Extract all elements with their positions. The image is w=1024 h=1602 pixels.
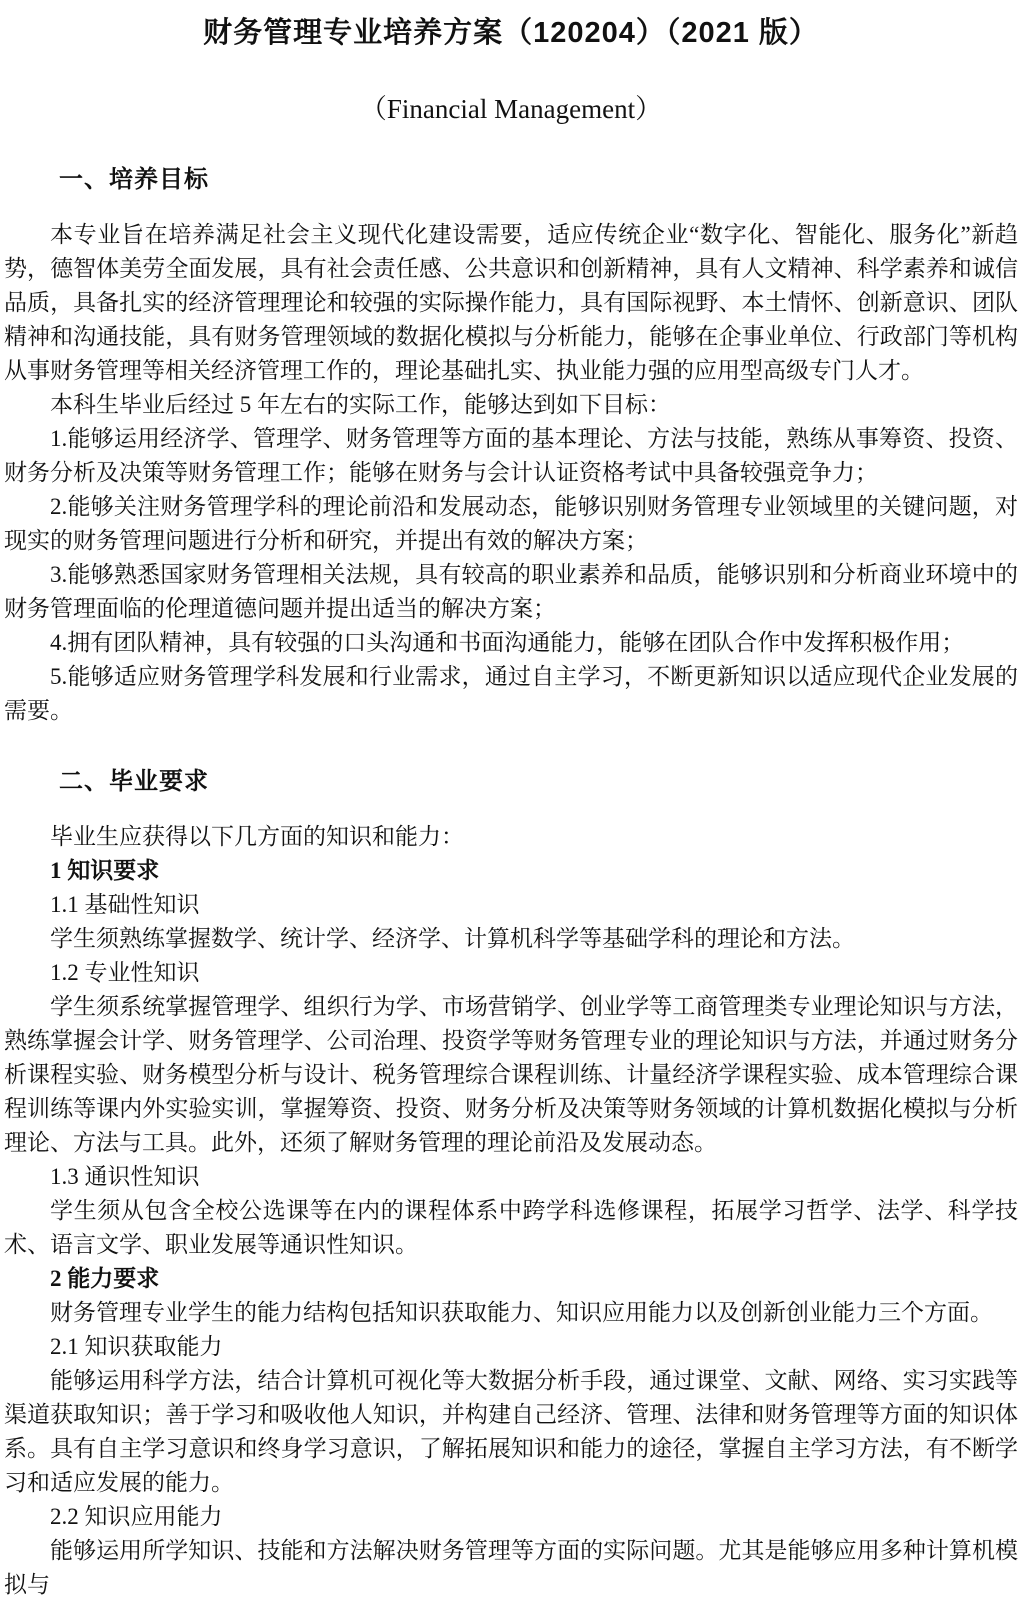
paragraph-general-knowledge: 学生须从包含全校公选课等在内的课程体系中跨学科选修课程，拓展学习哲学、法学、科学技术、语言文学、职业发展等通识性知识。 [4, 1198, 1018, 1257]
paragraph-ability-structure: 财务管理专业学生的能力结构包括知识获取能力、知识应用能力以及创新创业能力三个方面。 [50, 1300, 993, 1325]
paragraph-goal-2: 2.能够关注财务管理学科的理论前沿和发展动态，能够识别财务管理专业领域里的关键问题，对现实的财务管理问题进行分析和研究，并提出有效的解决方案； [4, 494, 1018, 553]
subheading-general-knowledge: 1.3 通识性知识 [50, 1164, 200, 1189]
subheading-knowledge-requirements: 1 知识要求 [50, 858, 160, 883]
subheading-ability-requirements: 2 能力要求 [50, 1266, 160, 1291]
document-title: 财务管理专业培养方案（120204）（2021 版） [203, 17, 819, 49]
paragraph-goal-4: 4.拥有团队精神，具有较强的口头沟通和书面沟通能力，能够在团队合作中发挥积极作用； [50, 630, 965, 655]
document-subtitle-english: （Financial Management） [359, 94, 663, 124]
subheading-knowledge-acquisition-ability: 2.1 知识获取能力 [50, 1334, 223, 1359]
paragraph-goal-3: 3.能够熟悉国家财务管理相关法规，具有较高的职业素养和品质，能够识别和分析商业环境中的财务管理面临的伦理道德问题并提出适当的解决方案； [4, 562, 1018, 621]
paragraph-goal-1: 1.能够运用经济学、管理学、财务管理等方面的基本理论、方法与技能，熟练从事筹资、投资、财务分析及决策等财务管理工作；能够在财务与会计认证资格考试中具备较强竞争力； [4, 426, 1018, 485]
paragraph-knowledge-application-ability: 能够运用所学知识、技能和方法解决财务管理等方面的实际问题。尤其是能够应用多种计算机模拟与 [4, 1538, 1018, 1597]
subheading-knowledge-application-ability: 2.2 知识应用能力 [50, 1504, 223, 1529]
paragraph-basic-knowledge: 学生须熟练掌握数学、统计学、经济学、计算机科学等基础学科的理论和方法。 [50, 926, 855, 951]
subheading-basic-knowledge: 1.1 基础性知识 [50, 892, 200, 917]
paragraph-graduate-goals-intro: 本科生毕业后经过 5 年左右的实际工作，能够达到如下目标： [50, 392, 671, 417]
paragraph-program-overview: 本专业旨在培养满足社会主义现代化建设需要，适应传统企业“数字化、智能化、服务化”新趋势，德智体美劳全面发展，具有社会责任感、公共意识和创新精神，具有人文精神、科学素养和诚信品质，具备扎实的经济管理理论和较强的实际操作能力，具有国际视野、本土情怀、创新意识、团队精神和沟通技能，具有财务管理领域的数据化模拟与分析能力，能够在企事业单位、行政部门等机构从事财务管理等相关经济管理工作的，理论基础扎实、执业能力强的应用型高级专门人才。 [4, 222, 1018, 383]
paragraph-goal-5: 5.能够适应财务管理学科发展和行业需求，通过自主学习，不断更新知识以适应现代企业发展的需要。 [4, 664, 1018, 723]
section-heading-training-objectives: 一、培养目标 [59, 166, 209, 193]
paragraph-professional-knowledge: 学生须系统掌握管理学、组织行为学、市场营销学、创业学等工商管理类专业理论知识与方法，熟练掌握会计学、财务管理学、公司治理、投资学等财务管理专业的理论知识与方法，并通过财务分析课程实验、财务模型分析与设计、税务管理综合课程训练、计量经济学课程实验、成本管理综合课程训练等课内外实验实训，掌握筹资、投资、财务分析及决策等财务领域的计算机数据化模拟与分析理论、方法与工具。此外，还须了解财务管理的理论前沿及发展动态。 [4, 994, 1018, 1155]
section-heading-graduation-requirements: 二、毕业要求 [59, 768, 209, 795]
paragraph-requirements-intro: 毕业生应获得以下几方面的知识和能力： [50, 824, 464, 849]
subheading-professional-knowledge: 1.2 专业性知识 [50, 960, 200, 985]
paragraph-knowledge-acquisition-ability: 能够运用科学方法，结合计算机可视化等大数据分析手段，通过课堂、文献、网络、实习实践等渠道获取知识；善于学习和吸收他人知识，并构建自己经济、管理、法律和财务管理等方面的知识体系。具有自主学习意识和终身学习意识，了解拓展知识和能力的途径，掌握自主学习方法，有不断学习和适应发展的能力。 [4, 1368, 1018, 1495]
